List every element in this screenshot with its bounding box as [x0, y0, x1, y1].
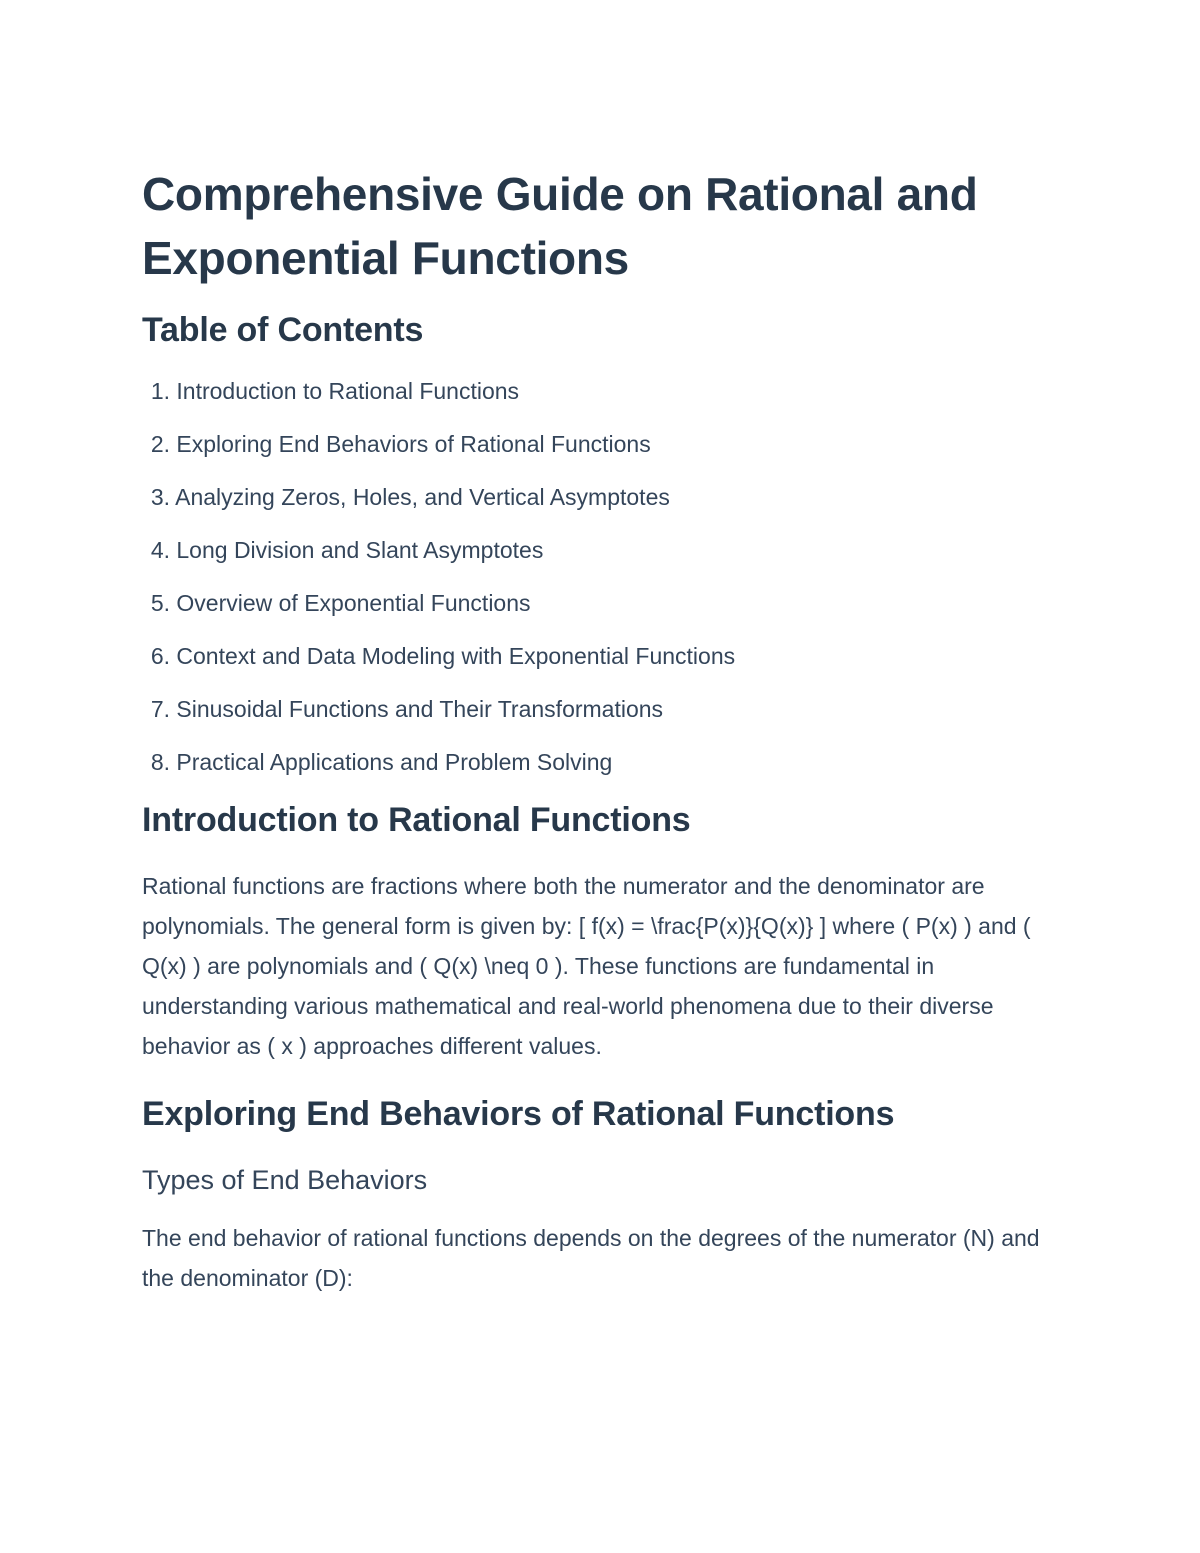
toc-item-label: Exploring End Behaviors of Rational Functions	[176, 431, 651, 457]
intro-paragraph: Rational functions are fractions where both the numerator and the denominator are polynomials. The general form is given by: [ f(x) = \frac{P(x)}{Q(x)} ] where ( P(x) ) and ( Q(x) ) are polynomials and ( Q(x) \neq 0 ). These functions are fundamental in understanding various mathematical and real-world phenomena due to their diverse behavior as ( x ) approaches different values.	[142, 873, 1031, 1059]
subsection-heading-types: Types of End Behaviors	[142, 1165, 428, 1195]
toc-item-label: Analyzing Zeros, Holes, and Vertical Asymptotes	[175, 484, 670, 510]
toc-item[interactable]	[142, 429, 1062, 482]
toc-item[interactable]	[142, 747, 1062, 800]
toc-item-number: 8.	[150, 749, 170, 775]
table-of-contents	[142, 376, 1062, 800]
toc-item-number: 3.	[150, 484, 170, 510]
toc-item-label: Context and Data Modeling with Exponential Functions	[176, 643, 736, 669]
toc-item[interactable]	[142, 482, 1062, 535]
toc-item-label: Practical Applications and Problem Solving	[176, 749, 613, 775]
document-page	[142, 162, 1062, 1298]
toc-item-number: 5.	[150, 590, 170, 616]
toc-item-number: 1.	[150, 378, 170, 404]
section-heading-intro: Introduction to Rational Functions	[142, 801, 691, 839]
toc-item-label: Overview of Exponential Functions	[176, 590, 531, 616]
toc-item-label: Long Division and Slant Asymptotes	[176, 537, 544, 563]
toc-item-number: 6.	[150, 643, 170, 669]
toc-item[interactable]	[142, 641, 1062, 694]
toc-heading: Table of Contents	[142, 311, 424, 349]
toc-item-label: Introduction to Rational Functions	[176, 378, 520, 404]
document-title: Comprehensive Guide on Rational and Exponential Functions	[142, 168, 978, 284]
toc-item-number: 7.	[150, 696, 170, 722]
end-behaviors-paragraph: The end behavior of rational functions depends on the degrees of the numerator (N) and the denominator (D):	[142, 1225, 1040, 1291]
toc-item[interactable]	[142, 376, 1062, 429]
toc-item[interactable]	[142, 694, 1062, 747]
toc-item[interactable]	[142, 588, 1062, 641]
toc-item-label: Sinusoidal Functions and Their Transformations	[176, 696, 664, 722]
toc-item[interactable]	[142, 535, 1062, 588]
toc-item-number: 2.	[150, 431, 170, 457]
section-heading-end-behaviors: Exploring End Behaviors of Rational Functions	[142, 1095, 895, 1133]
toc-item-number: 4.	[150, 537, 170, 563]
